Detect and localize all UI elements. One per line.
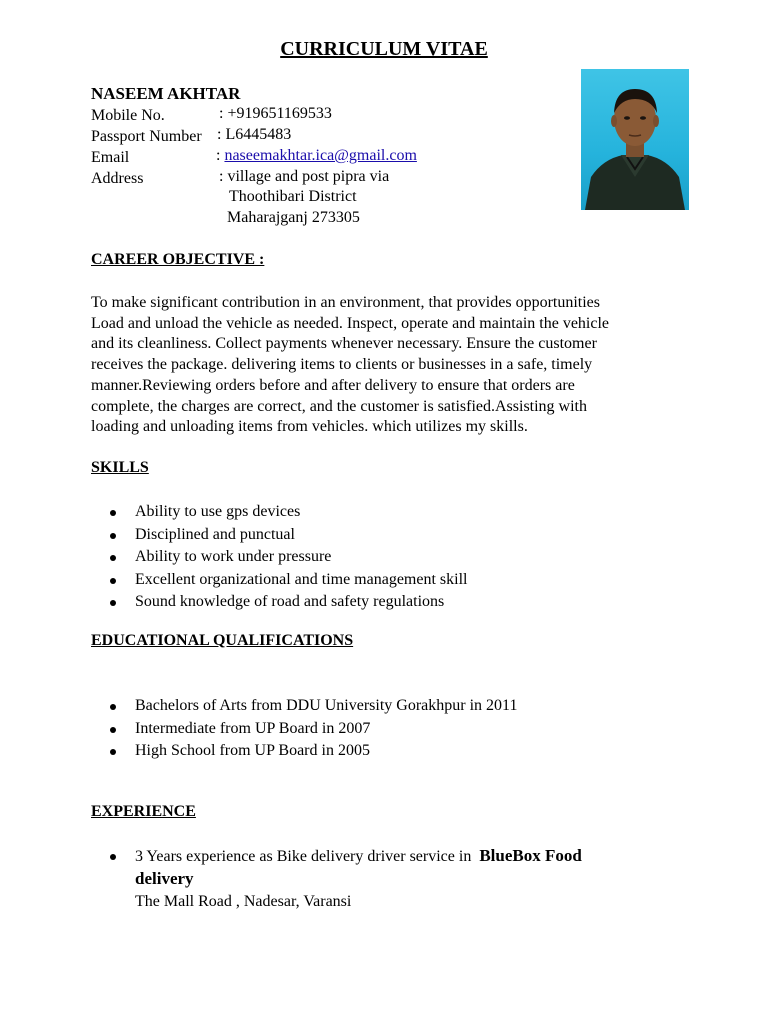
list-item: Ability to use gps devices [91, 501, 467, 524]
address-label: Address [91, 170, 144, 187]
career-line: Load and unload the vehicle as needed. Inspect, operate and maintain the vehicle [91, 314, 610, 332]
bullet-icon [110, 600, 116, 606]
career-line: receives the package. delivering items to clients or businesses in a safe, timely [91, 356, 593, 374]
email-colon: : [216, 147, 221, 164]
skills-heading: SKILLS [91, 459, 149, 476]
candidate-name: NASEEM AKHTAR [91, 84, 241, 103]
email-link[interactable]: naseemakhtar.ica@gmail.com [224, 147, 417, 164]
education-heading: EDUCATIONAL QUALIFICATIONS [91, 632, 354, 649]
list-item: Intermediate from UP Board in 2007 [91, 718, 517, 741]
list-item: Disciplined and punctual [91, 524, 467, 547]
experience-location: The Mall Road , Nadesar, Varansi [135, 893, 352, 910]
list-item: Ability to work under pressure [91, 546, 467, 569]
bullet-icon [110, 704, 116, 710]
bullet-icon [110, 578, 116, 584]
career-line: and its cleanliness. Collect payments whenever necessary. Ensure the customer [91, 335, 597, 353]
address-line-1: : village and post pipra via [219, 168, 390, 185]
list-item: Bachelors of Arts from DDU University Gorakhpur in 2011 [91, 695, 517, 718]
career-line: loading and unloading items from vehicles. which utilizes my skills. [91, 418, 528, 436]
mobile-label: Mobile No. [91, 107, 165, 124]
skills-list [91, 501, 467, 614]
profile-photo [581, 69, 689, 210]
email-label: Email [91, 149, 130, 166]
bullet-icon [110, 727, 116, 733]
experience-company-cont: delivery [135, 869, 194, 888]
mobile-value: : +919651169533 [219, 105, 332, 122]
career-objective-heading: CAREER OBJECTIVE : [91, 251, 265, 268]
list-item: Excellent organizational and time management skill [91, 569, 467, 592]
career-line: complete, the charges are correct, and the customer is satisfied.Assisting with [91, 397, 587, 415]
address-line-3: Maharajganj 273305 [227, 209, 360, 226]
career-line: manner.Reviewing orders before and after delivery to ensure that orders are [91, 376, 575, 394]
career-objective-text [91, 293, 671, 438]
bullet-icon [110, 749, 116, 755]
bullet-icon [110, 510, 116, 516]
email-value-row [216, 147, 417, 165]
bullet-icon [110, 533, 116, 539]
experience-text: 3 Years experience as Bike delivery driver service in [135, 848, 472, 865]
list-item: High School from UP Board in 2005 [91, 740, 517, 763]
experience-heading: EXPERIENCE [91, 803, 196, 820]
passport-value: : L6445483 [217, 126, 292, 143]
profile-photo-illustration [581, 69, 689, 210]
list-item: Sound knowledge of road and safety regulations [91, 591, 467, 614]
career-line: To make significant contribution in an environment, that provides opportunities [91, 294, 600, 311]
experience-company: BlueBox Food [479, 846, 582, 865]
bullet-icon [110, 854, 116, 860]
document-title: CURRICULUM VITAE [280, 38, 488, 60]
education-list [91, 695, 517, 763]
list-item [91, 845, 691, 913]
bullet-icon [110, 555, 116, 561]
passport-label: Passport Number [91, 128, 202, 145]
experience-list [91, 845, 691, 913]
address-line-2: Thoothibari District [229, 188, 357, 205]
